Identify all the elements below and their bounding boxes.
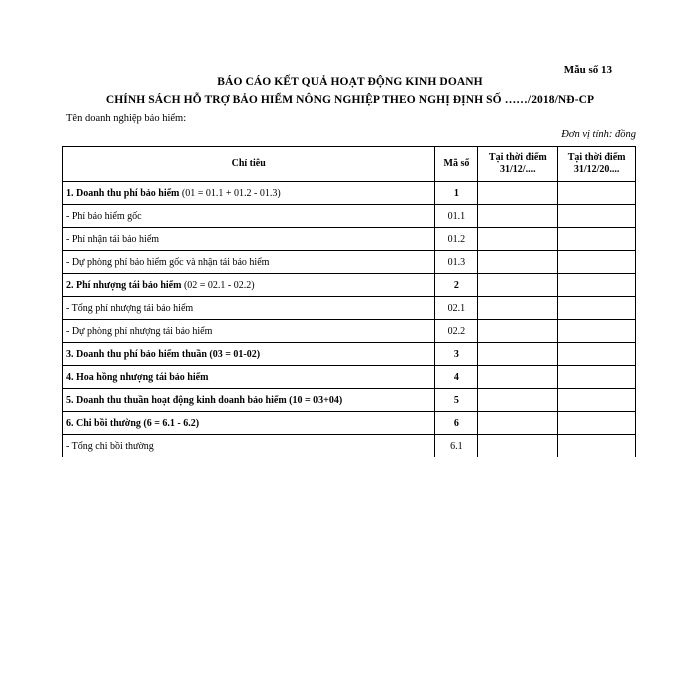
table-row: [63, 320, 636, 343]
report-table: [62, 146, 636, 457]
row-indicator: 4. Hoa hồng nhượng tái bảo hiểm: [63, 366, 435, 389]
row-value-2[interactable]: [558, 412, 636, 435]
header-date-2: [558, 147, 636, 182]
row-code: 6: [435, 412, 478, 435]
table-row: [63, 228, 636, 251]
row-code: 01.1: [435, 205, 478, 228]
row-value-1[interactable]: [478, 435, 558, 458]
header-date-1: [478, 147, 558, 182]
row-code: 3: [435, 343, 478, 366]
row-value-1[interactable]: [478, 343, 558, 366]
row-value-2[interactable]: [558, 435, 636, 458]
row-value-1[interactable]: [478, 274, 558, 297]
row-value-1[interactable]: [478, 366, 558, 389]
row-code: 02.1: [435, 297, 478, 320]
row-value-1[interactable]: [478, 320, 558, 343]
row-value-2[interactable]: [558, 274, 636, 297]
row-value-2[interactable]: [558, 205, 636, 228]
row-indicator-bold: 2. Phí nhượng tái bảo hiểm: [66, 279, 182, 291]
row-value-2[interactable]: [558, 251, 636, 274]
table-row: [63, 435, 636, 458]
header-date-1-line1: Tại thời điểm: [488, 152, 547, 163]
row-value-1[interactable]: [478, 412, 558, 435]
table-row: [63, 389, 636, 412]
row-value-2[interactable]: [558, 366, 636, 389]
row-code: 1: [435, 182, 478, 205]
row-code: 5: [435, 389, 478, 412]
row-indicator: - Phí nhận tái bảo hiểm: [63, 228, 435, 251]
row-indicator: 3. Doanh thu phí bảo hiểm thuần (03 = 01-02): [63, 343, 435, 366]
row-value-1[interactable]: [478, 228, 558, 251]
header-indicator: Chỉ tiêu: [63, 147, 435, 182]
row-indicator: - Dự phòng phí bảo hiểm gốc và nhận tái bảo hiểm: [63, 251, 435, 274]
table-row: [63, 251, 636, 274]
table-row: [63, 412, 636, 435]
header-code: Mã số: [435, 147, 478, 182]
table-row: [63, 182, 636, 205]
unit-label: Đơn vị tính: đồng: [561, 129, 636, 140]
row-indicator: - Dự phòng phí nhượng tái bảo hiểm: [63, 320, 435, 343]
row-code: 02.2: [435, 320, 478, 343]
report-subtitle: CHÍNH SÁCH HỖ TRỢ BẢO HIỂM NÔNG NGHIỆP THEO NGHỊ ĐỊNH SỐ ……/2018/NĐ-CP: [105, 94, 595, 106]
row-code: 6.1: [435, 435, 478, 458]
row-indicator-formula: (02 = 02.1 - 02.2): [181, 279, 255, 291]
row-indicator-bold: 1. Doanh thu phí bảo hiểm: [66, 187, 180, 199]
row-code: 01.3: [435, 251, 478, 274]
row-value-1[interactable]: [478, 182, 558, 205]
row-indicator: - Tổng chi bồi thường: [63, 435, 435, 458]
row-code: 01.2: [435, 228, 478, 251]
table-row: [63, 297, 636, 320]
row-code: 4: [435, 366, 478, 389]
row-value-2[interactable]: [558, 297, 636, 320]
row-value-2[interactable]: [558, 389, 636, 412]
row-value-1[interactable]: [478, 297, 558, 320]
row-indicator: - Tổng phí nhượng tái bảo hiểm: [63, 297, 435, 320]
table-header-row: [63, 147, 636, 182]
row-indicator: - Phí bảo hiểm gốc: [63, 205, 435, 228]
company-label: Tên doanh nghiệp bảo hiểm:: [66, 113, 187, 124]
row-value-2[interactable]: [558, 343, 636, 366]
form-code: Mẫu số 13: [563, 64, 612, 76]
report-title: BÁO CÁO KẾT QUẢ HOẠT ĐỘNG KINH DOANH: [217, 76, 483, 88]
header-date-2-line2: 31/12/20....: [573, 164, 620, 175]
row-indicator: 5. Doanh thu thuần hoạt động kinh doanh bảo hiểm (10 = 03+04): [63, 389, 435, 412]
row-indicator: [63, 182, 435, 205]
header-date-1-line2: 31/12/....: [500, 164, 536, 175]
row-value-1[interactable]: [478, 205, 558, 228]
table-row: [63, 366, 636, 389]
row-value-2[interactable]: [558, 228, 636, 251]
row-value-2[interactable]: [558, 320, 636, 343]
row-code: 2: [435, 274, 478, 297]
table-row: [63, 343, 636, 366]
row-value-2[interactable]: [558, 182, 636, 205]
row-value-1[interactable]: [478, 389, 558, 412]
row-indicator: 6. Chi bồi thường (6 = 6.1 - 6.2): [63, 412, 435, 435]
header-date-2-line1: Tại thời điểm: [567, 152, 626, 163]
table-row: [63, 274, 636, 297]
row-indicator-formula: (01 = 01.1 + 01.2 - 01.3): [179, 187, 281, 199]
table-row: [63, 205, 636, 228]
row-value-1[interactable]: [478, 251, 558, 274]
row-indicator: [63, 274, 435, 297]
